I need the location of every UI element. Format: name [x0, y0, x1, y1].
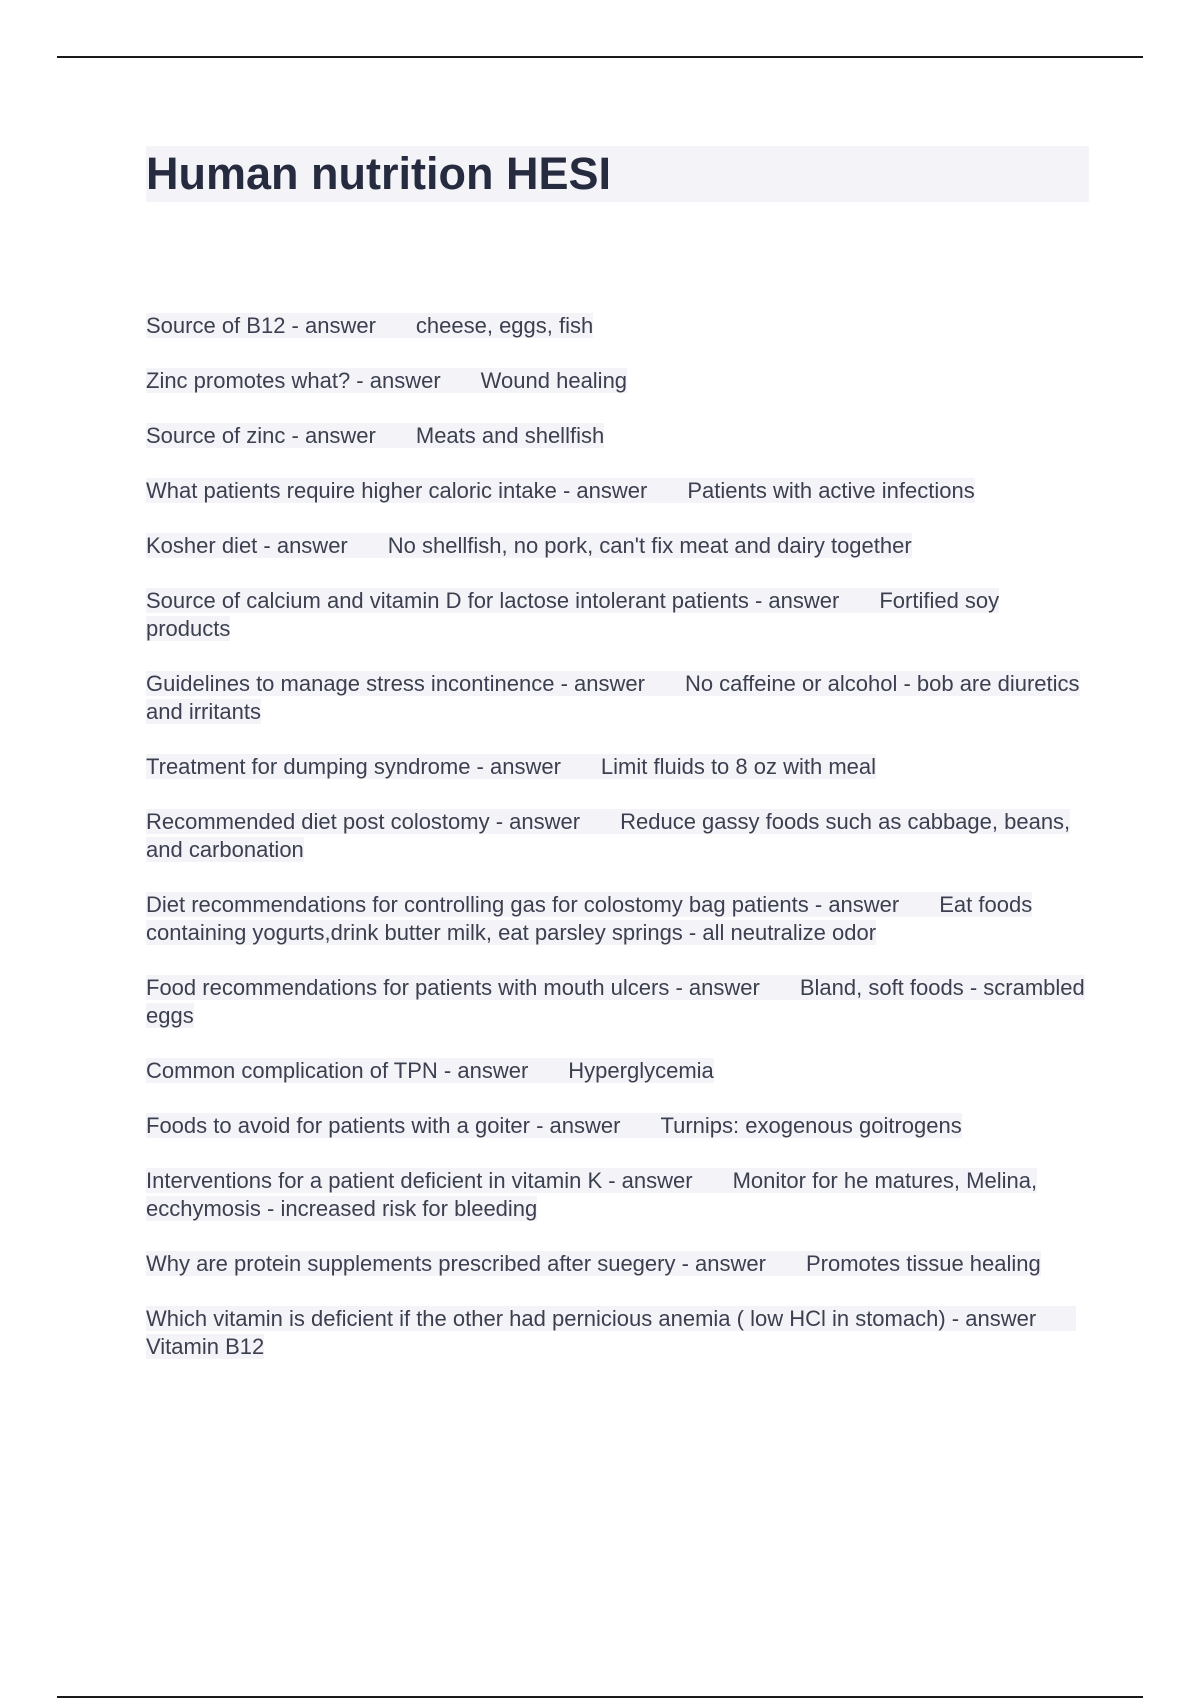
qa-question: What patients require higher caloric intake - answer: [146, 478, 648, 503]
qa-question: Why are protein supplements prescribed after suegery - answer: [146, 1251, 766, 1276]
qa-question: Interventions for a patient deficient in vitamin K - answer: [146, 1168, 693, 1193]
qa-question: Source of B12 - answer: [146, 313, 376, 338]
qa-question: Diet recommendations for controlling gas for colostomy bag patients - answer: [146, 892, 900, 917]
qa-answer: Limit fluids to 8 oz with meal: [600, 754, 877, 779]
page-title: Human nutrition HESI: [146, 148, 611, 199]
qa-item: [146, 1167, 1089, 1223]
qa-item: [146, 974, 1089, 1030]
qa-item: [146, 1305, 1089, 1361]
qa-item: [146, 422, 1089, 450]
qa-item: [146, 1112, 1089, 1140]
qa-question: Source of calcium and vitamin D for lactose intolerant patients - answer: [146, 588, 840, 613]
qa-item: [146, 753, 1089, 781]
qa-answer: Monitor for he matures, Melina, ecchymosis - increased risk for bleeding: [146, 1168, 1038, 1221]
qa-question: Foods to avoid for patients with a goiter - answer: [146, 1113, 621, 1138]
qa-item: [146, 477, 1089, 505]
qa-question: Which vitamin is deficient if the other had pernicious anemia ( low HCl in stomach) - answer: [146, 1306, 1037, 1331]
qa-item: [146, 1250, 1089, 1278]
qa-item: [146, 808, 1089, 864]
qa-answer: No caffeine or alcohol - bob are diuretics and irritants: [146, 671, 1080, 724]
qa-question: Guidelines to manage stress incontinence - answer: [146, 671, 645, 696]
qa-answer: Wound healing: [480, 368, 628, 393]
qa-question: Zinc promotes what? - answer: [146, 368, 441, 393]
qa-item: [146, 532, 1089, 560]
qa-question: Food recommendations for patients with mouth ulcers - answer: [146, 975, 760, 1000]
qa-question: Treatment for dumping syndrome - answer: [146, 754, 561, 779]
bottom-rule: [57, 1696, 1143, 1698]
qa-question: Common complication of TPN - answer: [146, 1058, 529, 1083]
qa-answer: Reduce gassy foods such as cabbage, beans, and carbonation: [146, 809, 1071, 862]
qa-item: [146, 891, 1089, 947]
qa-question: Source of zinc - answer: [146, 423, 376, 448]
qa-item: [146, 670, 1089, 726]
qa-answer: Turnips: exogenous goitrogens: [660, 1113, 962, 1138]
qa-answer: Meats and shellfish: [415, 423, 605, 448]
qa-answer: Vitamin B12: [146, 1334, 265, 1359]
qa-item: [146, 1057, 1089, 1085]
qa-answer: Fortified soy products: [146, 588, 1000, 641]
qa-answer: No shellfish, no pork, can't fix meat and dairy together: [387, 533, 912, 558]
qa-item: [146, 367, 1089, 395]
qa-item: [146, 587, 1089, 643]
qa-answer: cheese, eggs, fish: [415, 313, 594, 338]
qa-answer: Promotes tissue healing: [805, 1251, 1041, 1276]
qa-answer: Hyperglycemia: [568, 1058, 714, 1083]
top-rule: [57, 56, 1143, 58]
qa-list: [146, 312, 1089, 1388]
title-block: [146, 146, 1089, 202]
qa-answer: Bland, soft foods - scrambled eggs: [146, 975, 1085, 1028]
qa-question: Recommended diet post colostomy - answer: [146, 809, 581, 834]
qa-answer: Patients with active infections: [687, 478, 975, 503]
qa-question: Kosher diet - answer: [146, 533, 348, 558]
qa-item: [146, 312, 1089, 340]
qa-answer: Eat foods containing yogurts,drink butter milk, eat parsley springs - all neutralize odor: [146, 892, 1033, 945]
